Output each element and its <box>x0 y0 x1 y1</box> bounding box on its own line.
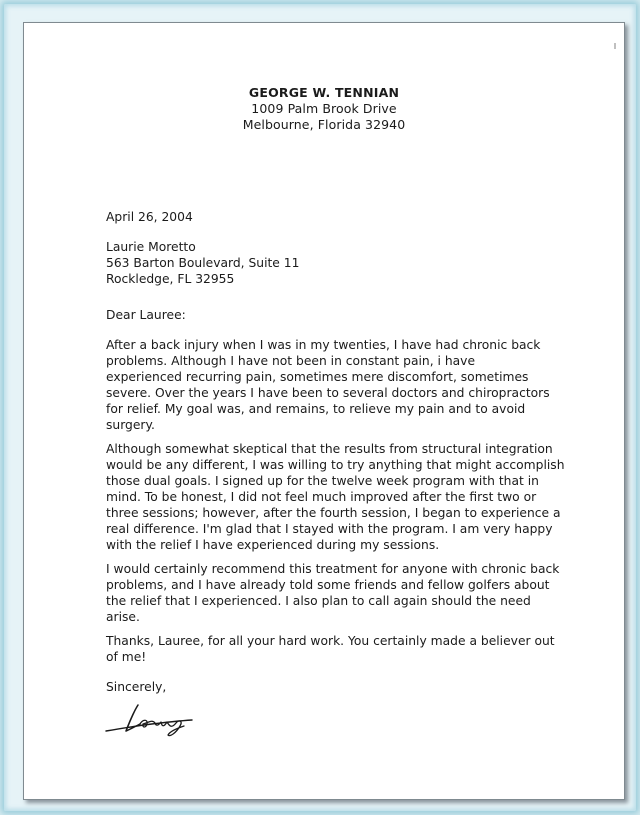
recipient-city: Rockledge, FL 32955 <box>106 272 235 286</box>
letter-date: April 26, 2004 <box>106 210 193 224</box>
letter-page <box>23 22 625 800</box>
paragraph-line: experienced recurring pain, sometimes mere discomfort, sometimes <box>106 370 529 384</box>
paragraph-line: After a back injury when I was in my twenties, I have had chronic back <box>106 338 541 352</box>
closing: Sincerely, <box>106 680 167 694</box>
paragraph-line: the relief that I experienced. I also plan to call again should the need <box>106 594 531 608</box>
paragraph-line: real difference. I'm glad that I stayed with the program. I am very happy <box>106 522 553 536</box>
body-paragraph-2 <box>106 441 576 553</box>
sender-name: GEORGE W. TENNIAN <box>248 85 400 100</box>
scan-frame <box>4 4 636 811</box>
sender-city: Melbourne, Florida 32940 <box>242 117 406 132</box>
recipient-address <box>106 239 299 287</box>
scan-mark <box>614 43 616 49</box>
body-paragraph-4 <box>106 633 576 665</box>
paragraph-line: with the relief I have experienced during my sessions. <box>106 538 440 552</box>
paragraph-line: surgery. <box>106 418 155 432</box>
paragraph-line: those dual goals. I signed up for the twelve week program with that in <box>106 474 539 488</box>
letterhead <box>24 85 624 133</box>
recipient-name: Laurie Moretto <box>106 240 196 254</box>
paragraph-line: Although somewhat skeptical that the results from structural integration <box>106 442 553 456</box>
body-paragraph-1 <box>106 337 576 433</box>
paragraph-line: problems, and I have already told some friends and fellow golfers about <box>106 578 550 592</box>
paragraph-line: would be any different, I was willing to try anything that might accomplish <box>106 458 565 472</box>
recipient-street: 563 Barton Boulevard, Suite 11 <box>106 256 300 270</box>
salutation: Dear Lauree: <box>106 308 186 322</box>
paragraph-line: Thanks, Lauree, for all your hard work. You certainly made a believer out <box>106 634 555 648</box>
paragraph-line: problems. Although I have not been in constant pain, i have <box>106 354 476 368</box>
handwritten-signature <box>100 701 196 741</box>
body-paragraph-3 <box>106 561 576 625</box>
paragraph-line: three sessions; however, after the fourth session, I began to experience a <box>106 506 561 520</box>
paragraph-line: for relief. My goal was, and remains, to relieve my pain and to avoid <box>106 402 526 416</box>
paragraph-line: arise. <box>106 610 140 624</box>
paragraph-line: of me! <box>106 650 147 664</box>
paragraph-line: mind. To be honest, I did not feel much improved after the first two or <box>106 490 537 504</box>
paragraph-line: severe. Over the years I have been to several doctors and chiropractors <box>106 386 550 400</box>
sender-street: 1009 Palm Brook Drive <box>251 101 397 116</box>
paragraph-line: I would certainly recommend this treatment for anyone with chronic back <box>106 562 560 576</box>
